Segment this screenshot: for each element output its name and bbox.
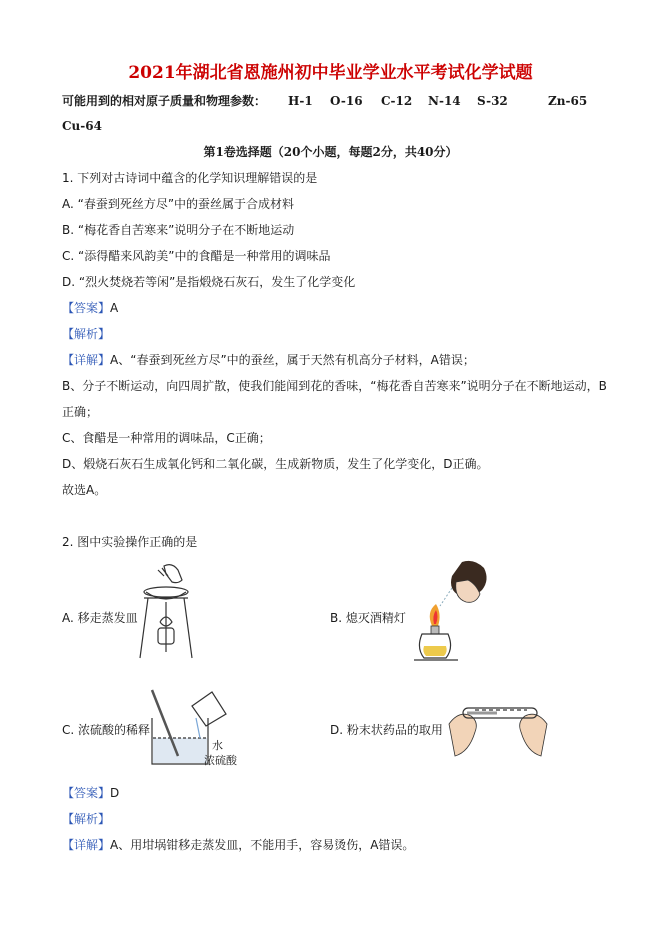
detail-text: A、用坩埚钳移走蒸发皿，不能用手，容易烫伤，A错误。 — [110, 838, 415, 852]
answer-tag: 【答案】 — [62, 301, 111, 315]
detail-tag: 【详解】 — [62, 353, 111, 367]
q1-detail-line: D、煅烧石灰石生成氧化钙和二氧化碳，生成新物质，发生了化学变化，D正确。 — [62, 457, 489, 471]
detail-tag: 【详解】 — [62, 838, 111, 852]
q1-detail-line: B、分子不断运动，向四周扩散，使我们能闻到花的香味，“梅花香自苦寒来”说明分子在不断地运动，B — [62, 379, 607, 393]
q1-option-c: C. “添得醋来风韵美”中的食醋是一种常用的调味品 — [62, 249, 331, 263]
param-h: H-1 — [288, 94, 313, 108]
q1-detail-line: 故选A。 — [62, 483, 107, 497]
exam-title: 2021年湖北省恩施州初中毕业学业水平考试化学试题 — [128, 63, 533, 83]
q1-detail-line: C、食醋是一种常用的调味品，C正确； — [62, 431, 271, 445]
figure-acid-dilution — [148, 688, 258, 768]
q1-detail-line: 正确； — [62, 405, 99, 419]
q2-analysis-tag: 【解析】 — [62, 812, 111, 826]
q1-detail-line — [62, 352, 475, 368]
q1-stem: 1. 下列对古诗词中蕴含的化学知识理解错误的是 — [62, 171, 318, 185]
param-s: S-32 — [477, 94, 508, 108]
figure-alcohol-lamp — [408, 556, 492, 668]
answer-tag: 【答案】 — [62, 786, 111, 800]
figure-powder-transfer — [445, 694, 551, 758]
answer-value: A — [110, 301, 119, 315]
params-label: 可能用到的相对原子质量和物理参数： — [62, 94, 267, 108]
figure-evaporating-dish — [134, 562, 198, 664]
q2-detail-line — [62, 837, 414, 853]
q2-stem: 2. 图中实验操作正确的是 — [62, 535, 198, 549]
q1-option-d: D. “烈火焚烧若等闲”是指煅烧石灰石，发生了化学变化 — [62, 275, 356, 289]
figure-label-acid: 浓硫酸 — [204, 754, 237, 767]
param-n: N-14 — [428, 94, 461, 108]
detail-text: A、“春蚕到死丝方尽”中的蚕丝，属于天然有机高分子材料，A错误； — [110, 353, 475, 367]
q2-option-b: B. 熄灭酒精灯 — [330, 611, 406, 625]
param-zn: Zn-65 — [548, 94, 588, 108]
q2-answer — [62, 785, 119, 801]
q1-option-a: A. “春蚕到死丝方尽”中的蚕丝属于合成材料 — [62, 197, 295, 211]
q2-option-a: A. 移走蒸发皿 — [62, 611, 138, 625]
param-cu: Cu-64 — [62, 119, 102, 133]
figure-label-water: 水 — [212, 739, 223, 752]
q1-answer — [62, 300, 118, 316]
atomic-mass-params — [62, 93, 266, 109]
q2-option-d: D. 粉末状药品的取用 — [330, 723, 443, 737]
param-c: C-12 — [381, 94, 413, 108]
q1-analysis-tag: 【解析】 — [62, 327, 111, 341]
param-o: O-16 — [330, 94, 363, 108]
section-title: 第1卷选择题（20个小题，每题2分，共40分） — [203, 145, 458, 159]
q1-option-b: B. “梅花香自苦寒来”说明分子在不断地运动 — [62, 223, 295, 237]
q2-option-c: C. 浓硫酸的稀释 — [62, 723, 151, 737]
answer-value: D — [110, 786, 120, 800]
